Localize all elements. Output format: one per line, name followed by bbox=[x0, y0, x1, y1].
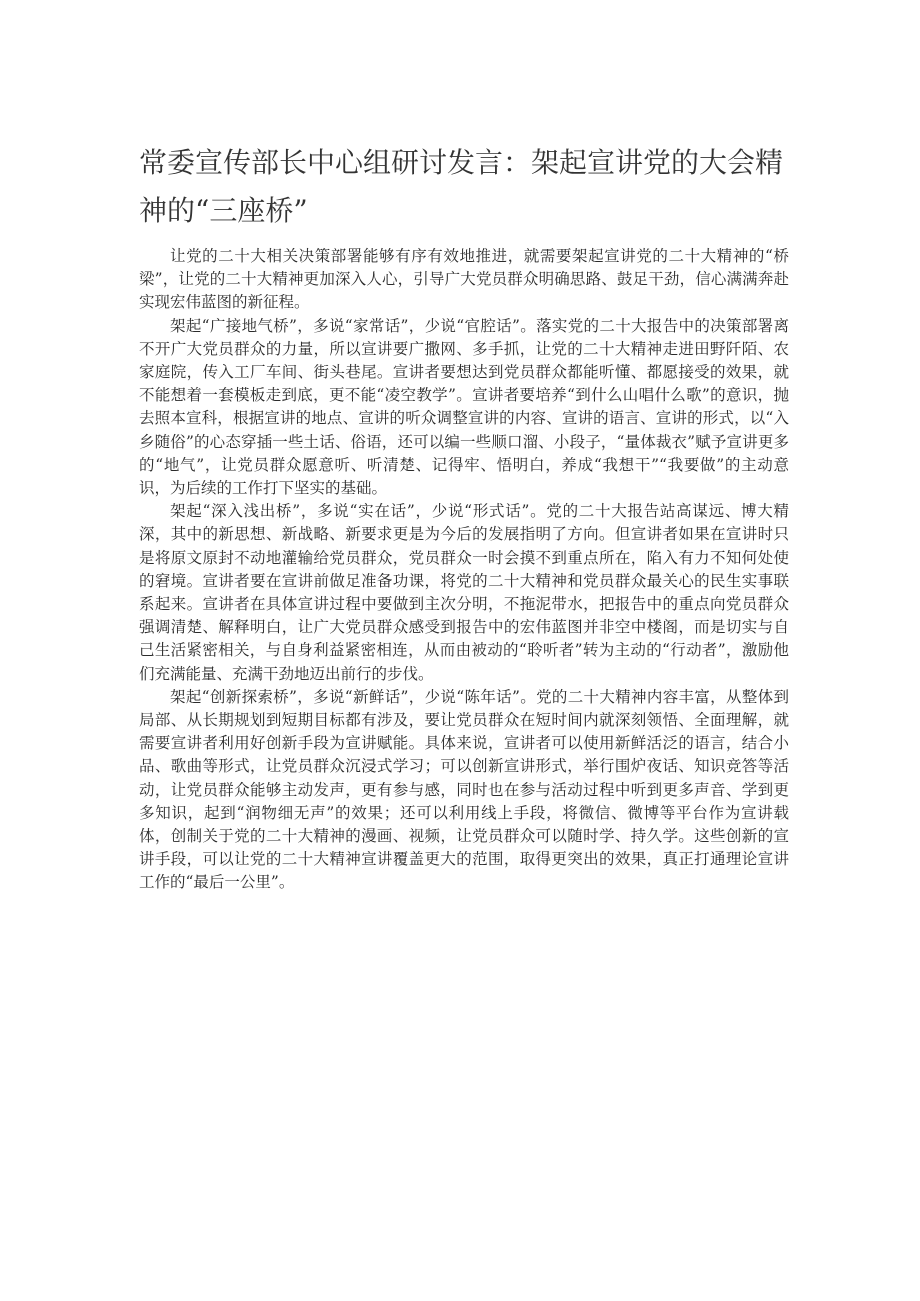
paragraph-intro: 让党的二十大相关决策部署能够有序有效地推进，就需要架起宣讲党的二十大精神的“桥梁”，让党的二十大精神更加深入人心，引导广大党员群众明确思路、鼓足干劲，信心满满奔赴实现宏伟蓝图的新征程。 bbox=[139, 247, 789, 312]
document-body bbox=[139, 245, 789, 895]
paragraph-bridge-innovative: 架起“创新探索桥”，多说“新鲜话”，少说“陈年话”。党的二十大精神内容丰富，从整体到局部、从长期规划到短期目标都有涉及，要让党员群众在短时间内就深刻领悟、全面理解，就需要宣讲者利用好创新手段为宣讲赋能。具体来说，宣讲者可以使用新鲜活泛的语言，结合小品、歌曲等形式，让党员群众沉浸式学习；可以创新宣讲形式，举行围炉夜话、知识竞答等活动，让党员群众能够主动发声，更有参与感，同时也在参与活动过程中听到更多声音、学到更多知识，起到“润物细无声”的效果；还可以利用线上手段，将微信、微博等平台作为宣讲载体，创制关于党的二十大精神的漫画、视频，让党员群众可以随时学、持久学。这些创新的宣讲手段，可以让党的二十大精神宣讲覆盖更大的范围，取得更突出的效果，真正打通理论宣讲工作的“最后一公里”。 bbox=[139, 687, 789, 892]
paragraph-bridge-accessible: 架起“深入浅出桥”，多说“实在话”，少说“形式话”。党的二十大报告站高谋远、博大精深，其中的新思想、新战略、新要求更是为今后的发展指明了方向。但宣讲者如果在宣讲时只是将原文原封不动地灌输给党员群众，党员群众一时会摸不到重点所在，陷入有力不知何处使的窘境。宣讲者要在宣讲前做足准备功课，将党的二十大精神和党员群众最关心的民生实事联系起来。宣讲者在具体宣讲过程中要做到主次分明，不拖泥带水，把报告中的重点向党员群众强调清楚、解释明白，让广大党员群众感受到报告中的宏伟蓝图并非空中楼阁，而是切实与自己生活紧密相关，与自身利益紧密相连，从而由被动的“聆听者”转为主动的“行动者”，激励他们充满能量、充满干劲地迈出前行的步伐。 bbox=[139, 502, 789, 683]
document-title: 常委宣传部长中心组研讨发言：架起宣讲党的大会精神的“三座桥” bbox=[139, 146, 784, 227]
paragraph-bridge-grounded: 架起“广接地气桥”，多说“家常话”，少说“官腔话”。落实党的二十大报告中的决策部署离不开广大党员群众的力量，所以宣讲要广撒网、多手抓，让党的二十大精神走进田野阡陌、农家庭院，传入工厂车间、街头巷尾。宣讲者要想达到党员群众都能听懂、都愿接受的效果，就不能想着一套模板走到底，更不能“凌空教学”。宣讲者要培养“到什么山唱什么歌”的意识，抛去照本宣科，根据宣讲的地点、宣讲的听众调整宣讲的内容、宣讲的语言、宣讲的形式，以“入乡随俗”的心态穿插一些土话、俗语，还可以编一些顺口溜、小段子，“量体裁衣”赋予宣讲更多的“地气”，让党员群众愿意听、听清楚、记得牢、悟明白，养成“我想干”“我要做”的主动意识，为后续的工作打下坚实的基础。 bbox=[139, 316, 789, 498]
